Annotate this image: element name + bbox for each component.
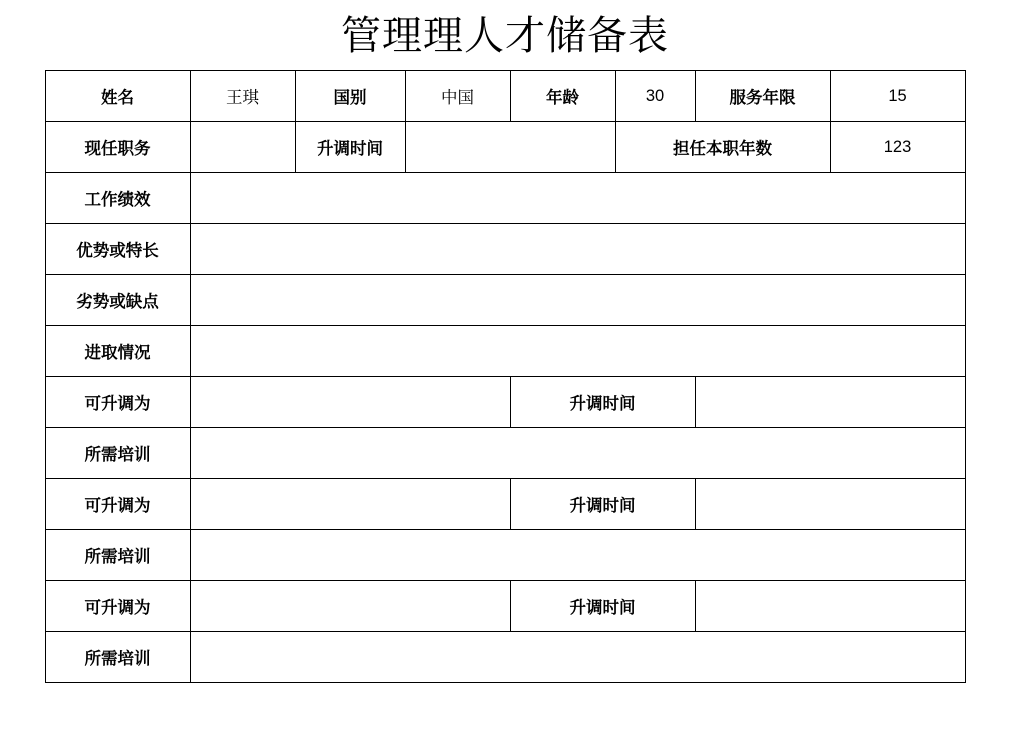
field-label-strengths: 优势或特长 <box>45 224 190 275</box>
table-row <box>45 275 965 326</box>
field-label-promotion-date: 升调时间 <box>295 122 405 173</box>
field-value-promotion-date-3[interactable] <box>695 581 965 632</box>
field-label-service-years: 服务年限 <box>695 71 830 122</box>
field-label-weaknesses: 劣势或缺点 <box>45 275 190 326</box>
table-row <box>45 377 965 428</box>
field-value-promotion-date[interactable] <box>405 122 615 173</box>
table-row <box>45 581 965 632</box>
field-value-age[interactable]: 30 <box>615 71 695 122</box>
field-value-training-needed-2[interactable] <box>190 530 965 581</box>
field-label-training-needed-2: 所需培训 <box>45 530 190 581</box>
table-body <box>45 71 965 683</box>
field-value-weaknesses[interactable] <box>190 275 965 326</box>
field-value-initiative[interactable] <box>190 326 965 377</box>
field-label-age: 年龄 <box>510 71 615 122</box>
field-label-current-position: 现任职务 <box>45 122 190 173</box>
table-row <box>45 428 965 479</box>
field-label-work-performance: 工作绩效 <box>45 173 190 224</box>
table-row <box>45 71 965 122</box>
field-value-years-in-position[interactable]: 123 <box>830 122 965 173</box>
table-row <box>45 530 965 581</box>
field-label-promotion-date-2: 升调时间 <box>510 479 695 530</box>
field-value-training-needed-1[interactable] <box>190 428 965 479</box>
table-row <box>45 173 965 224</box>
field-label-promotable-to-2: 可升调为 <box>45 479 190 530</box>
field-label-promotable-to-3: 可升调为 <box>45 581 190 632</box>
field-label-name: 姓名 <box>45 71 190 122</box>
field-label-training-needed-1: 所需培训 <box>45 428 190 479</box>
field-label-promotion-date-3: 升调时间 <box>510 581 695 632</box>
field-label-years-in-position: 担任本职年数 <box>615 122 830 173</box>
field-label-promotable-to-1: 可升调为 <box>45 377 190 428</box>
page-title: 管理理人才储备表 <box>341 13 669 58</box>
table-row <box>45 632 965 683</box>
field-label-initiative: 进取情况 <box>45 326 190 377</box>
field-label-nationality: 国别 <box>295 71 405 122</box>
field-value-work-performance[interactable] <box>190 173 965 224</box>
table-row <box>45 479 965 530</box>
field-value-promotable-to-3[interactable] <box>190 581 510 632</box>
field-value-training-needed-3[interactable] <box>190 632 965 683</box>
field-value-promotion-date-1[interactable] <box>695 377 965 428</box>
talent-reserve-table <box>45 70 966 683</box>
table-row <box>45 224 965 275</box>
table-row <box>45 326 965 377</box>
field-value-name[interactable]: 王琪 <box>190 71 295 122</box>
table-row <box>45 122 965 173</box>
field-value-nationality[interactable]: 中国 <box>405 71 510 122</box>
field-value-strengths[interactable] <box>190 224 965 275</box>
field-value-promotable-to-1[interactable] <box>190 377 510 428</box>
field-value-service-years[interactable]: 15 <box>830 71 965 122</box>
field-value-current-position[interactable] <box>190 122 295 173</box>
field-value-promotion-date-2[interactable] <box>695 479 965 530</box>
field-label-training-needed-3: 所需培训 <box>45 632 190 683</box>
field-label-promotion-date-1: 升调时间 <box>510 377 695 428</box>
field-value-promotable-to-2[interactable] <box>190 479 510 530</box>
